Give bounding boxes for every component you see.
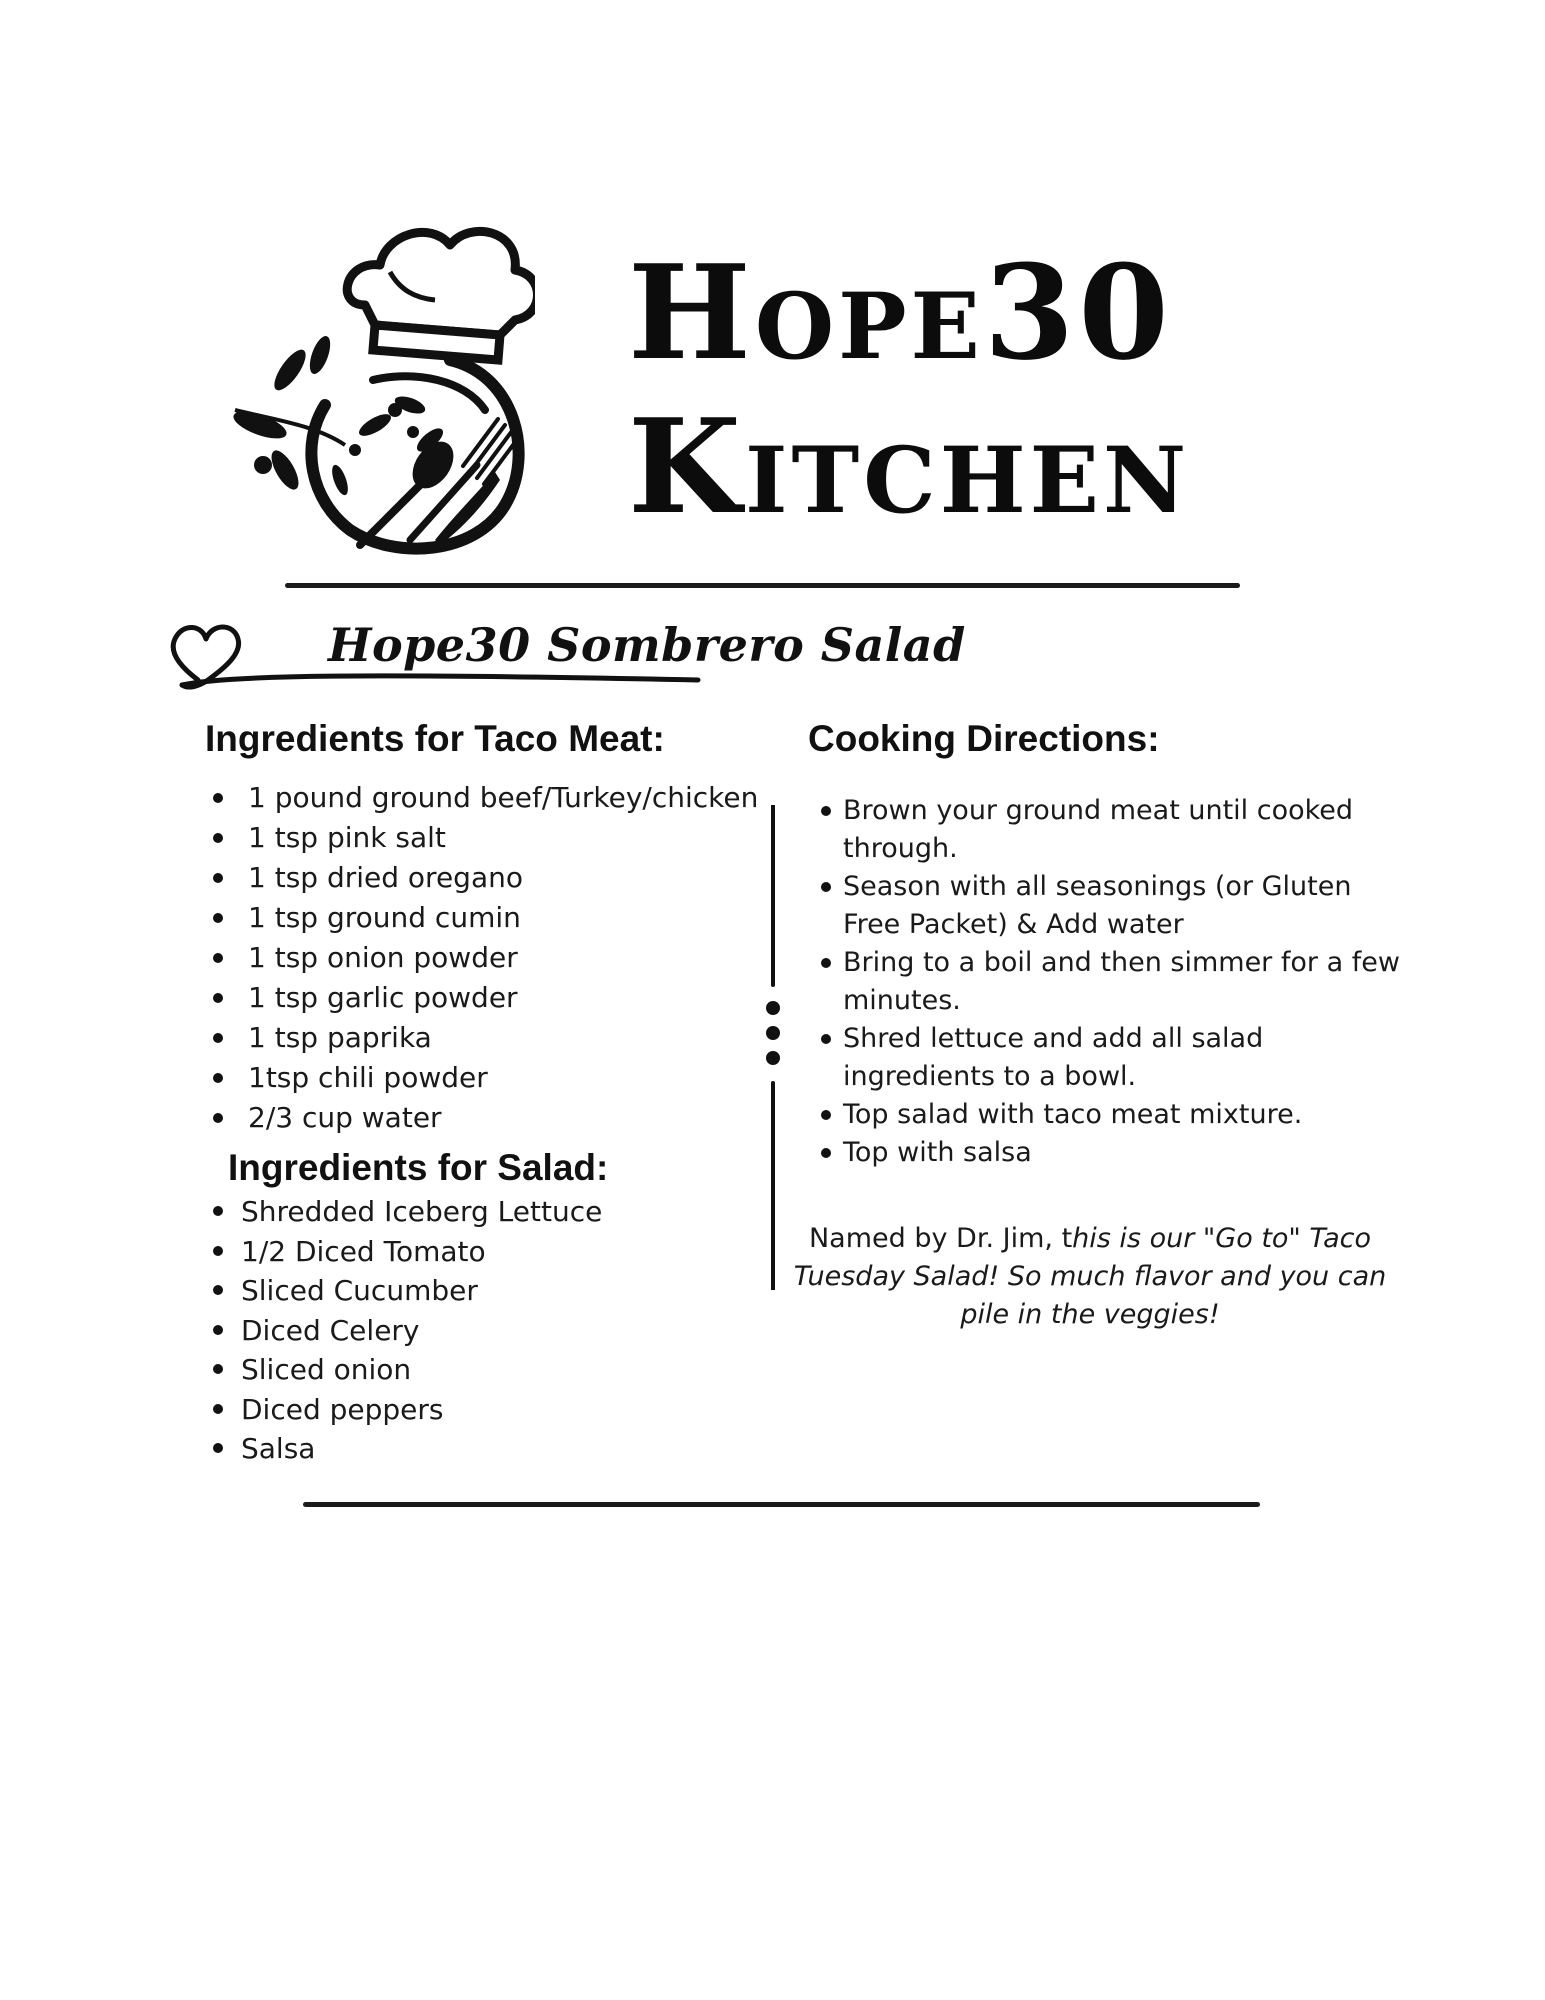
direction-step: Top with salsa [843, 1134, 1403, 1172]
column-divider [766, 805, 780, 1290]
recipe-note-italic: his is our "Go to" Taco Tuesday Salad! So much flavor and you can pile in the veggies! [793, 1223, 1387, 1330]
top-divider-rule [285, 583, 1240, 588]
taco-meat-heading: Ingredients for Taco Meat: [205, 718, 665, 759]
direction-step: Brown your ground meat until cooked through. [843, 792, 1403, 868]
list-item: 1 tsp pink salt [248, 818, 758, 858]
taco-meat-ingredient-list [248, 778, 758, 1138]
list-item: 1 tsp garlic powder [248, 978, 758, 1018]
list-item: 1/2 Diced Tomato [241, 1232, 602, 1272]
bottom-divider-rule [303, 1502, 1260, 1507]
list-item: 1 tsp onion powder [248, 938, 758, 978]
list-item: Sliced onion [241, 1350, 602, 1390]
list-item: Salsa [241, 1429, 602, 1469]
salad-heading: Ingredients for Salad: [228, 1147, 609, 1188]
brand-title [628, 236, 1191, 543]
list-item: 1 tsp dried oregano [248, 858, 758, 898]
list-item: 1tsp chili powder [248, 1058, 758, 1098]
direction-step: Bring to a boil and then simmer for a few minutes. [843, 944, 1403, 1020]
brand-line-1: Hope30 [628, 236, 1173, 389]
list-item: Diced peppers [241, 1390, 602, 1430]
directions-heading: Cooking Directions: [808, 718, 1160, 759]
list-item: Sliced Cucumber [241, 1271, 602, 1311]
direction-step: Top salad with taco meat mixture. [843, 1096, 1403, 1134]
chef-hat-plate-utensils-logo [215, 210, 535, 560]
brand-line-2: Kitchen [628, 390, 1191, 543]
recipe-title: Hope30 Sombrero Salad [328, 618, 966, 672]
direction-step: Season with all seasonings (or Gluten Free Packet) & Add water [843, 868, 1403, 944]
recipe-note-prefix: Named by Dr. Jim, t [808, 1223, 1073, 1254]
list-item: Diced Celery [241, 1311, 602, 1351]
directions-list [843, 792, 1403, 1172]
list-item: 1 pound ground beef/Turkey/chicken [248, 778, 758, 818]
direction-step: Shred lettuce and add all salad ingredients to a bowl. [843, 1020, 1403, 1096]
salad-ingredient-list [241, 1192, 602, 1469]
list-item: Shredded Iceberg Lettuce [241, 1192, 602, 1232]
list-item: 1 tsp paprika [248, 1018, 758, 1058]
recipe-note [790, 1220, 1390, 1334]
list-item: 1 tsp ground cumin [248, 898, 758, 938]
list-item: 2/3 cup water [248, 1098, 758, 1138]
